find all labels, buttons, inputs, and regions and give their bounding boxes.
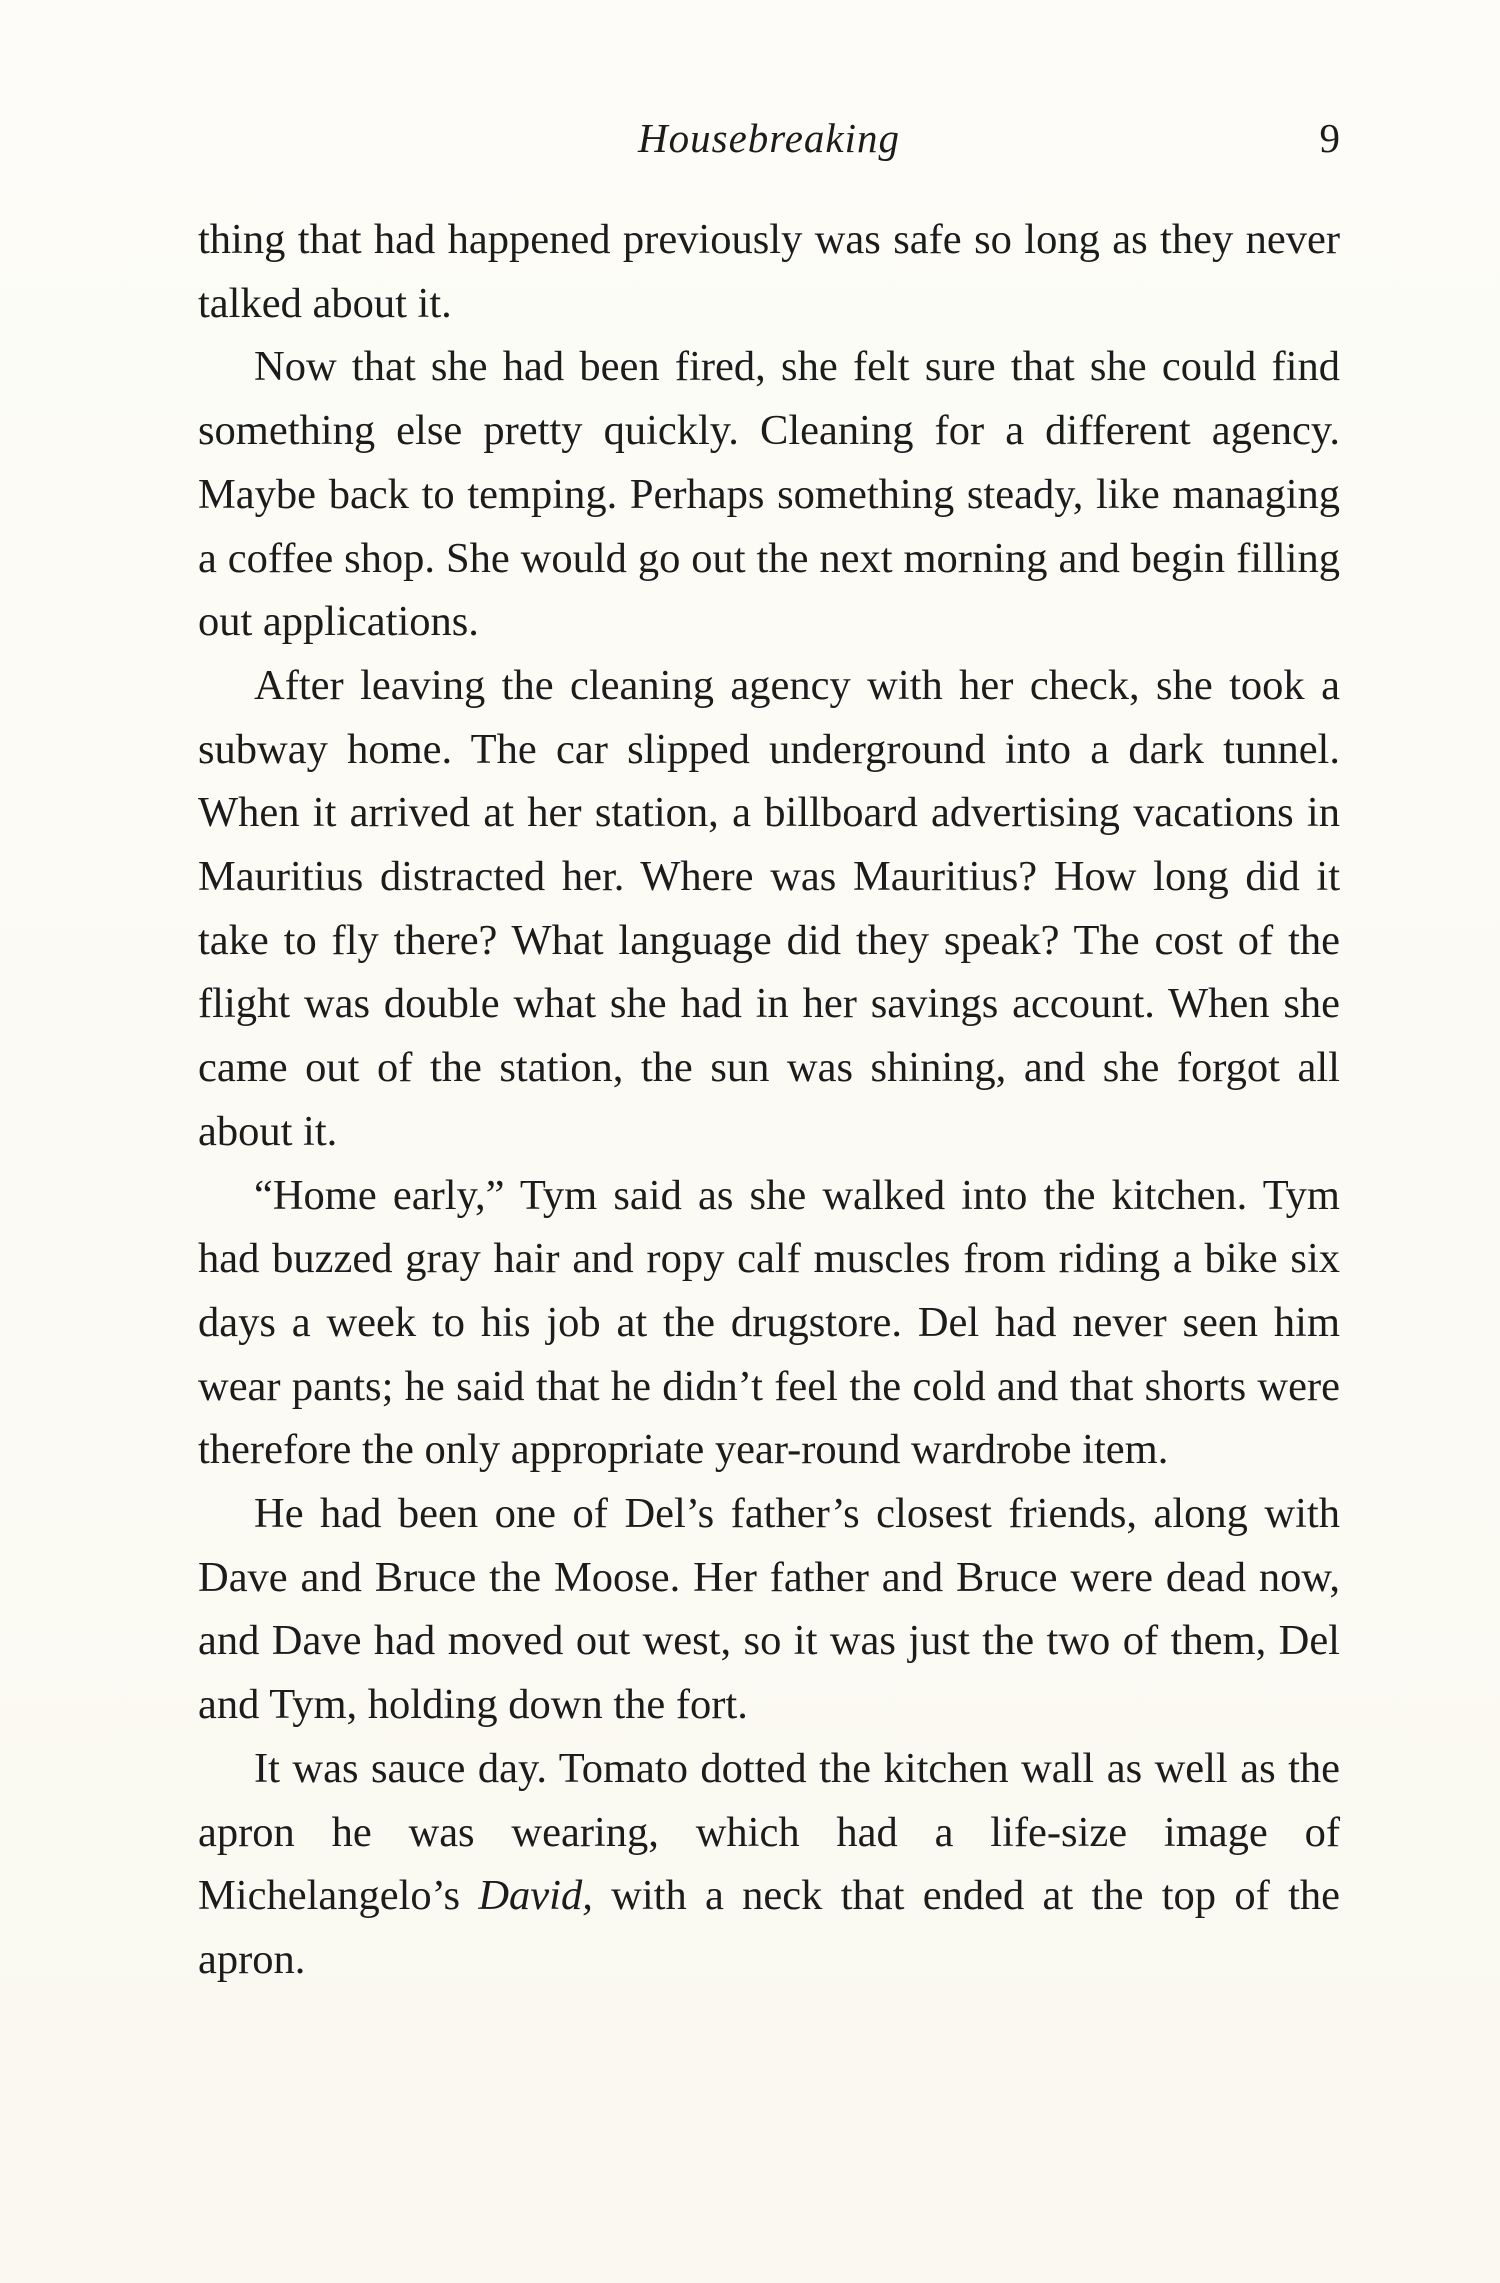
italic-title: David, <box>478 1872 593 1920</box>
paragraph: Now that she had been fired, she felt sure that she could find something else pretty quickly. Cleaning for a different agency. Maybe back to temping. Perhaps something steady, like managing a coffee shop. She would go out the next morning and begin filling out applications. <box>198 343 1340 646</box>
paragraph: After leaving the cleaning agency with her check, she took a subway home. The car slipped underground into a dark tunnel. When it arrived at her station, a billboard advertising vacations in Mauritius distracted her. Where was Mauritius? How long did it take to fly there? What language did they speak? The cost of the flight was double what she had in her savings account. When she came out of the station, the sun was shining, and she forgot all about it. <box>198 661 1340 1155</box>
paragraph-last <box>198 1737 1340 1992</box>
paragraph: He had been one of Del’s father’s closest friends, along with Dave and Bruce the Moose. Her father and Bruce were dead now, and Dave had moved out west, so it was just the two of them, Del and Tym, holding down the fort. <box>198 1490 1340 1729</box>
paragraph-text: It was sauce day. Tomato dotted the kitchen wall as well as the apron he was wearing, which had a life-size image of Michelangelo’s <box>198 1744 1340 1920</box>
running-header <box>198 108 1340 168</box>
page-number: 9 <box>1319 115 1340 161</box>
body-text <box>198 208 1340 1992</box>
paragraph: “Home early,” Tym said as she walked into the kitchen. Tym had buzzed gray hair and ropy calf muscles from riding a bike six days a week to his job at the drugstore. Del had never seen him wear pants; he said that he didn’t feel the cold and that shorts were therefore the only appropriate year-round wardrobe item. <box>198 1171 1340 1474</box>
paragraph-continued: thing that had happened previously was safe so long as they never talked about it. <box>198 216 1340 327</box>
running-title: Housebreaking <box>638 115 900 161</box>
paragraph-text: with a neck that ended at the top of the apron. <box>198 1872 1340 1983</box>
